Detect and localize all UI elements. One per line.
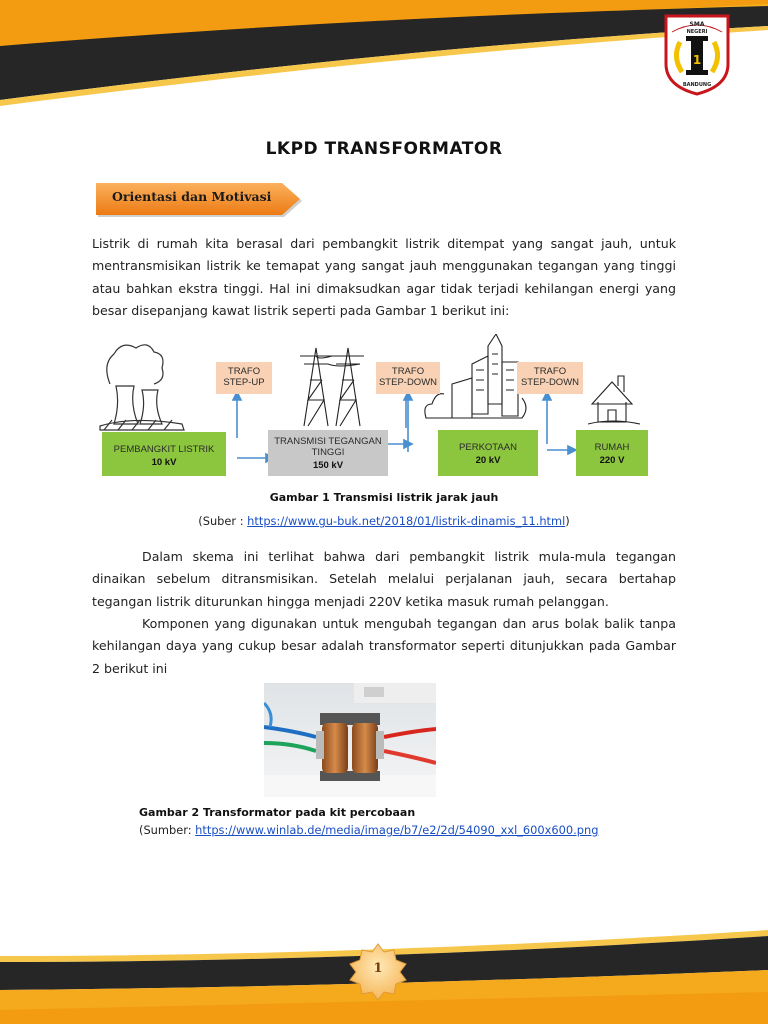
trafo-stepdown1-label-1: TRAFO	[391, 366, 425, 377]
transmisi-label-2: TINGGI	[311, 447, 345, 458]
figure1-source-prefix: (Suber :	[198, 514, 248, 528]
logo-text-2: NEGERI	[686, 29, 708, 35]
perkotaan-label: PERKOTAAN	[459, 442, 517, 453]
pembangkit-label: PEMBANGKIT LISTRIK	[113, 444, 215, 455]
house-illustration	[588, 376, 640, 424]
trafo-stepdown1-label-2: STEP-DOWN	[378, 377, 438, 388]
trafo-stepup-label-2: STEP-UP	[223, 377, 265, 388]
header-decoration	[0, 0, 768, 110]
tower-illustration-2	[316, 348, 364, 426]
logo-text-3: 1	[692, 53, 702, 67]
trafo-stepup-label-1: TRAFO	[227, 366, 261, 377]
transmission-diagram	[92, 334, 676, 484]
figure1-source-link[interactable]: https://www.gu-buk.net/2018/01/listrik-dinamis_11.html	[247, 514, 566, 528]
figure2-caption: Gambar 2 Transformator pada kit percobaan	[139, 806, 416, 819]
rumah-voltage: 220 V	[599, 455, 625, 466]
figure2-source-link[interactable]: https://www.winlab.de/media/image/b7/e2/2d/54090_xxl_600x600.png	[195, 823, 599, 837]
section-heading-tab	[94, 180, 302, 218]
paragraph-scheme: Dalam skema ini terlihat bahwa dari pembangkit listrik mula-mula tegangan dinaikan sebelum ditransmisikan. Setelah melalui perjalanan jauh, secara bertahap tegangan listrik diturunkan hingga menjadi 220V ketika masuk rumah pelanggan.	[92, 549, 676, 609]
trafo-stepdown2-label-2: STEP-DOWN	[520, 377, 580, 388]
logo-text-4: BANDUNG	[682, 82, 712, 88]
tower-illustration-1	[300, 348, 332, 426]
city-illustration	[425, 334, 526, 418]
figure2-source-prefix: (Sumber:	[139, 823, 196, 837]
pembangkit-voltage: 10 kV	[151, 457, 177, 468]
paragraph-component: Komponen yang digunakan untuk mengubah tegangan dan arus bolak balik tanpa kehilangan daya yang cukup besar adalah transformator seperti ditunjukkan pada Gambar 2 berikut ini	[92, 616, 676, 676]
perkotaan-box	[438, 430, 538, 476]
figure1-caption: Gambar 1 Transmisi listrik jarak jauh	[269, 491, 499, 504]
school-logo	[662, 12, 732, 96]
power-plant-illustration	[100, 345, 184, 430]
rumah-box	[576, 430, 648, 476]
transmisi-label-1: TRANSMISI TEGANGAN	[274, 436, 382, 447]
section-heading: Orientasi dan Motivasi	[112, 189, 272, 204]
perkotaan-voltage: 20 kV	[475, 455, 501, 466]
figure1-source-suffix: )	[565, 514, 570, 528]
figure1-source	[0, 514, 768, 528]
rumah-label: RUMAH	[594, 442, 630, 453]
trafo-stepdown2-label-1: TRAFO	[533, 366, 567, 377]
logo-text-1: SMA	[689, 21, 705, 28]
transformer-photo	[264, 683, 436, 797]
document-title: LKPD TRANSFORMATOR	[265, 139, 503, 159]
transmisi-voltage: 150 kV	[312, 460, 344, 471]
page-number-badge	[348, 942, 408, 1002]
page-number: 1	[373, 961, 383, 976]
paragraph-intro: Listrik di rumah kita berasal dari pembangkit listrik ditempat yang sangat jauh, untuk mentransmisikan listrik ke temapat yang sangat jauh menggunakan tegangan yang tinggi atau bahkan ekstra tinggi. Hal ini dimaksudkan agar tidak terjadi kehilangan energi yang besar disepanjang kawat listrik seperti pada Gambar 1 berikut ini:	[92, 236, 676, 319]
figure2-source	[139, 823, 598, 837]
